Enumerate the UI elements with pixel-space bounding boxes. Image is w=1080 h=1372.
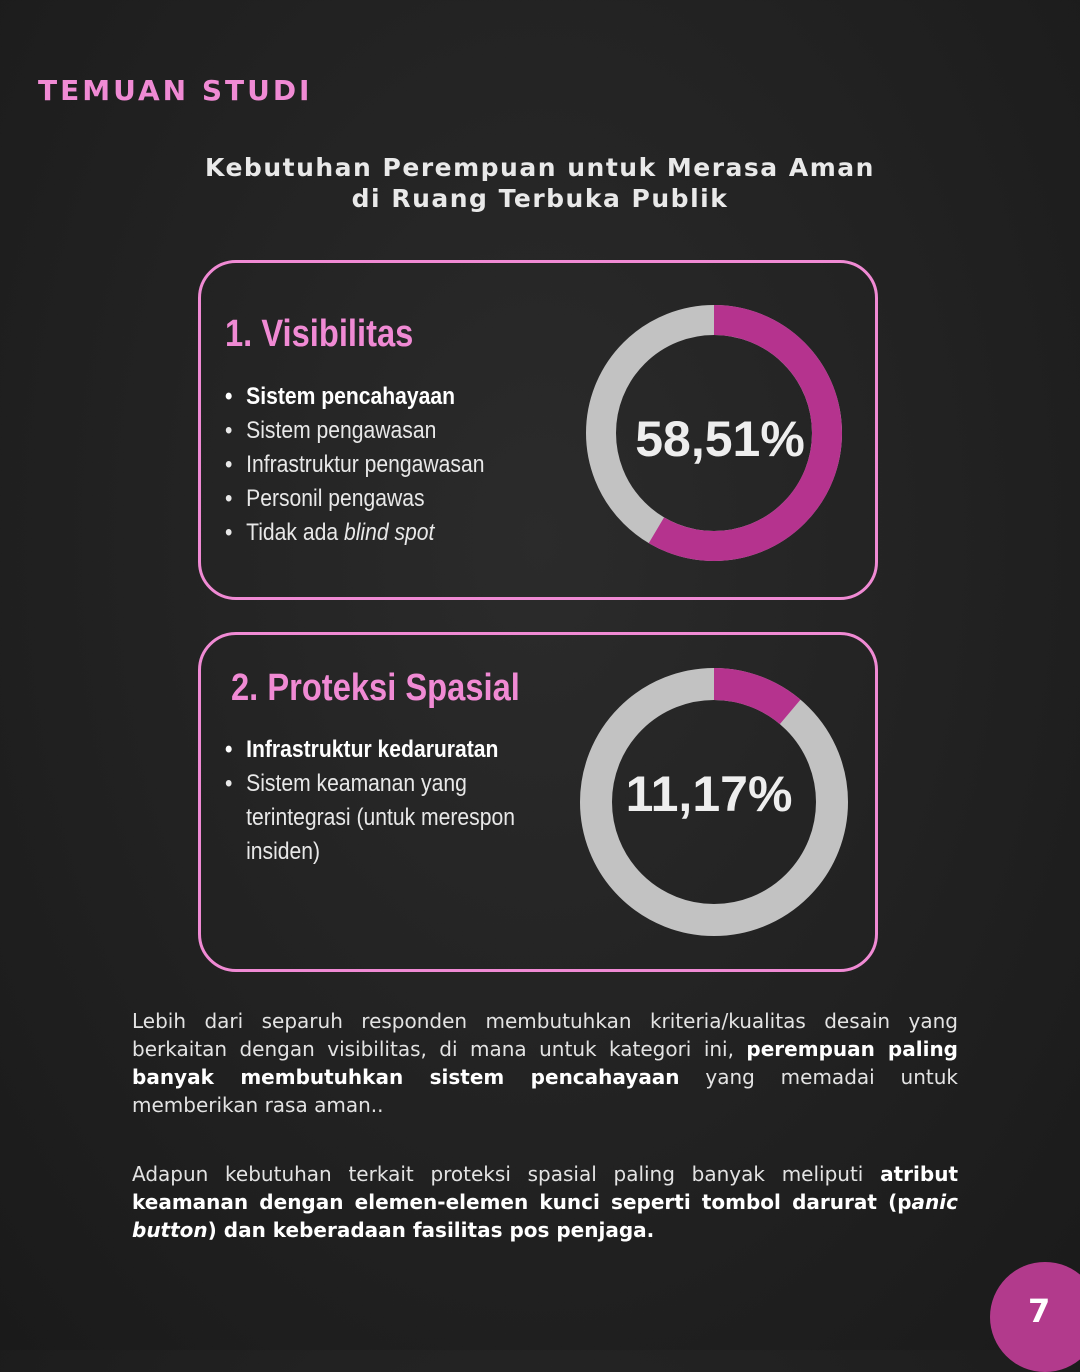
list-item: • Sistem keamanan yang terintegrasi (untuk merespon insiden) <box>225 767 559 869</box>
donut-chart-spatial-protection <box>579 667 849 937</box>
card-title-spatial-protection: 2. Proteksi Spasial <box>231 667 520 709</box>
summary-paragraph-2 <box>132 1160 958 1244</box>
summary-paragraph-1 <box>132 1007 958 1119</box>
list-item <box>225 516 568 550</box>
list-item: • Sistem pencahayaan <box>225 380 568 414</box>
page-number-badge <box>990 1262 1080 1372</box>
page-title-line-1: Kebutuhan Perempuan untuk Merasa Aman <box>205 153 875 182</box>
paragraph-bold-text: atribut keamanan dengan elemen-elemen kunci seperti tombol darurat (p <box>132 1162 958 1214</box>
card-title-visibility: 1. Visibilitas <box>225 313 414 355</box>
list-item: • Infrastruktur pengawasan <box>225 448 568 482</box>
list-item: • Infrastruktur kedaruratan <box>225 733 559 767</box>
paragraph-bold-text: perempuan paling banyak membutuhkan sistem pencahayaan <box>132 1037 958 1089</box>
page-number: 7 <box>1028 1292 1051 1330</box>
visibility-card <box>198 260 878 600</box>
donut-value-label: 11,17% <box>625 766 793 823</box>
paragraph-text: yang memadai untuk memberikan rasa aman.. <box>132 1065 958 1117</box>
spatial-protection-list <box>225 733 559 869</box>
list-item: • Sistem pengawasan <box>225 414 568 448</box>
list-item: • Personil pengawas <box>225 482 568 516</box>
visibility-list <box>225 380 568 550</box>
list-item-text: Tidak ada <box>246 519 344 546</box>
donut-chart-visibility <box>584 303 844 563</box>
paragraph-bold-text: ) dan keberadaan fasilitas pos penjaga. <box>207 1218 655 1242</box>
page-title <box>0 152 1080 214</box>
donut-value-arc <box>714 684 790 712</box>
paragraph-text: Adapun kebutuhan terkait proteksi spasial paling banyak meliputi <box>132 1162 881 1186</box>
page-title-line-2: di Ruang Terbuka Publik <box>351 184 729 213</box>
spatial-protection-card <box>198 632 878 972</box>
donut-value-label: 58,51% <box>635 411 805 468</box>
list-item-italic: blind spot <box>343 519 435 546</box>
section-label: TEMUAN STUDI <box>38 74 313 107</box>
paragraph-text: Lebih dari separuh responden membutuhkan kriteria/kualitas desain yang berkaitan dengan visibilitas, di mana untuk kategori ini, <box>132 1009 958 1061</box>
paragraph-bold-italic-text: anic button <box>132 1190 958 1242</box>
